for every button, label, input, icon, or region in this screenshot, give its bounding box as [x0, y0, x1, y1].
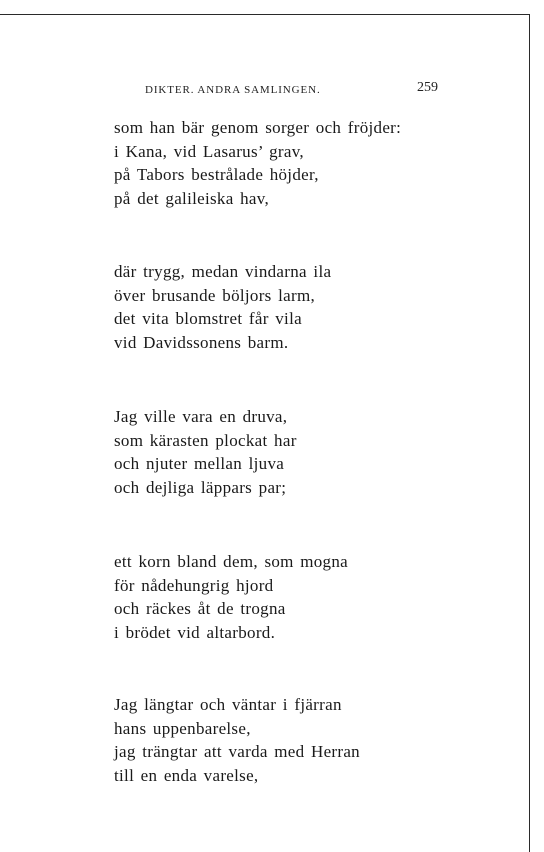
poem-line: och räckes åt de trogna: [114, 599, 286, 618]
poem-line: hans uppenbarelse,: [114, 718, 251, 738]
stanza-2: [114, 260, 331, 354]
poem-line: Jag längtar och väntar i fjärran: [114, 695, 342, 714]
page-number: 259: [417, 80, 438, 95]
stanza-1: [114, 116, 401, 210]
running-head: DIKTER. ANDRA SAMLINGEN.: [145, 84, 321, 96]
poem-line: ett korn bland dem, som mogna: [114, 552, 348, 571]
poem-line: vid Davidssonens barm.: [114, 332, 289, 352]
poem-line: det vita blomstret får vila: [114, 309, 302, 328]
stanza-3: [114, 405, 297, 499]
poem-line: på Tabors bestrålade höjder,: [114, 165, 319, 184]
poem-line: jag trängtar att varda med Herran: [114, 742, 360, 761]
page-top-border: [0, 14, 530, 15]
poem-line: för nådehungrig hjord: [114, 575, 274, 595]
poem-line: Jag ville vara en druva,: [114, 407, 288, 426]
poem-line: där trygg, medan vindarna ila: [114, 262, 332, 281]
poem-line: och njuter mellan ljuva: [114, 454, 285, 473]
poem-line: till en enda varelse,: [114, 765, 259, 785]
poem-line: och dejliga läppars par;: [114, 477, 287, 497]
poem-line: som han bär genom sorger och fröjder:: [114, 118, 402, 137]
poem-line: i Kana, vid Lasarus’ grav,: [114, 141, 304, 161]
poem-line: på det galileiska hav,: [114, 188, 269, 208]
page-right-border: [529, 14, 530, 852]
poem-line: i brödet vid altarbord.: [114, 622, 276, 642]
stanza-5: [114, 693, 360, 787]
poem-line: över brusande böljors larm,: [114, 285, 316, 305]
stanza-4: [114, 550, 348, 644]
poem-line: som kärasten plockat har: [114, 430, 297, 450]
